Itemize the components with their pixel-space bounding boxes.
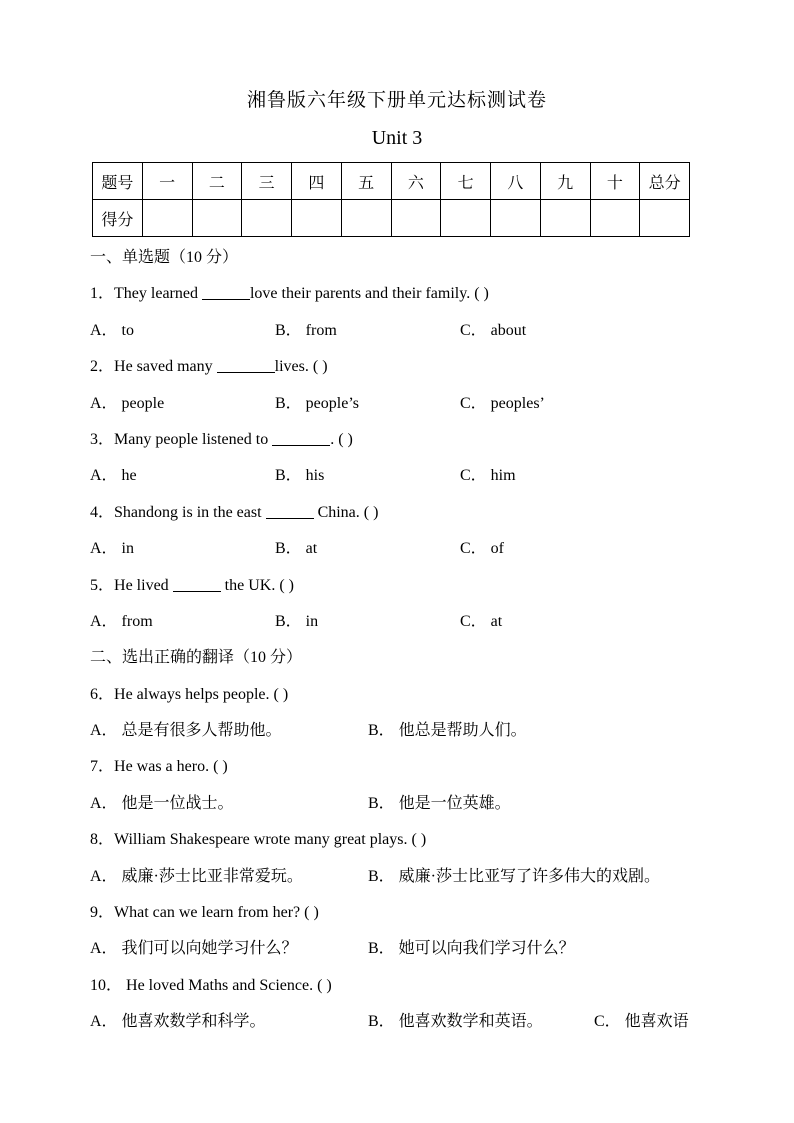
question-text: He was a hero. ( ) — [114, 758, 228, 776]
score-cell-4: 四 — [292, 163, 342, 200]
question-text: They learned — [114, 285, 202, 303]
options-10 — [90, 1004, 730, 1040]
question-number: 1． — [90, 285, 115, 303]
question-text: He saved many — [114, 358, 217, 376]
question-7 — [90, 749, 730, 785]
question-text: love their parents and their family. ( ) — [249, 285, 489, 303]
option-a: A． 他喜欢数学和科学。 — [90, 1013, 266, 1031]
option-c: C． of — [460, 540, 505, 558]
score-cell-10: 十 — [590, 163, 640, 200]
question-text: Shandong is in the east — [114, 503, 266, 521]
question-text: He loved Maths and Science. ( ) — [122, 976, 332, 994]
option-b: B． 他喜欢数学和英语。 — [368, 1013, 543, 1031]
option-c: C． him — [460, 467, 516, 485]
score-entry — [192, 200, 242, 237]
options-7 — [90, 786, 730, 822]
score-cell-5: 五 — [341, 163, 391, 200]
options-4 — [90, 531, 730, 567]
question-1 — [90, 276, 730, 312]
question-text: the UK. ( ) — [220, 576, 294, 594]
option-a: A． from — [90, 612, 153, 630]
page-title: 湘鲁版六年级下册单元达标测试卷 — [246, 90, 547, 111]
options-8 — [90, 859, 730, 895]
question-text: Many people listened to — [114, 430, 273, 448]
score-table — [92, 162, 690, 237]
question-6 — [90, 677, 730, 713]
option-b: B． 他总是帮助人们。 — [368, 722, 527, 740]
score-cell-9: 九 — [540, 163, 590, 200]
question-number: 4． — [90, 503, 115, 521]
answer-blank — [202, 283, 250, 300]
answer-blank — [272, 429, 330, 446]
question-number: 7． — [90, 758, 115, 776]
question-8 — [90, 822, 730, 858]
score-cell-7: 七 — [441, 163, 491, 200]
option-b: B． his — [275, 467, 325, 485]
options-6 — [90, 713, 730, 749]
option-c: C． 他喜欢语 — [594, 1013, 689, 1031]
question-4 — [90, 495, 730, 531]
score-table-header-row — [93, 163, 690, 200]
option-a: A． 总是有很多人帮助他。 — [90, 722, 282, 740]
options-1 — [90, 313, 730, 349]
question-number: 2． — [90, 358, 115, 376]
question-2 — [90, 349, 730, 385]
question-text: China. ( ) — [313, 503, 379, 521]
option-b: B． people’s — [275, 394, 359, 412]
option-a: A． to — [90, 321, 135, 339]
score-entry — [242, 200, 292, 237]
score-cell-3: 三 — [242, 163, 292, 200]
question-text: lives. ( ) — [274, 358, 328, 376]
options-5 — [90, 604, 730, 640]
option-a: A． he — [90, 467, 137, 485]
option-a: A． 他是一位战士。 — [90, 794, 234, 812]
option-a: A． 我们可以向她学习什么？ — [90, 940, 298, 958]
score-entry — [341, 200, 391, 237]
question-text: . ( ) — [330, 430, 353, 448]
score-cell-6: 六 — [391, 163, 441, 200]
question-number: 9． — [90, 904, 115, 922]
option-b: B． 威廉·莎士比亚写了许多伟大的戏剧。 — [368, 867, 661, 885]
unit-heading: Unit 3 — [371, 127, 423, 149]
section-heading: 一、单选题（10 分） — [90, 249, 239, 266]
option-c: C． peoples’ — [460, 394, 545, 412]
option-c: C． at — [460, 612, 503, 630]
options-2 — [90, 386, 730, 422]
score-entry — [292, 200, 342, 237]
score-entry — [441, 200, 491, 237]
question-3 — [90, 422, 730, 458]
score-cell-label: 题号 — [93, 163, 143, 200]
option-b: B． 他是一位英雄。 — [368, 794, 511, 812]
score-table-score-row — [93, 200, 690, 237]
options-3 — [90, 458, 730, 494]
option-a: A． people — [90, 394, 165, 412]
score-entry — [540, 200, 590, 237]
answer-blank — [266, 502, 314, 519]
question-text: He lived — [114, 576, 173, 594]
score-entry — [590, 200, 640, 237]
question-number: 8． — [90, 831, 115, 849]
score-cell-1: 一 — [142, 163, 192, 200]
question-number: 3． — [90, 430, 115, 448]
score-row-label: 得分 — [93, 200, 143, 237]
question-content — [90, 240, 730, 1041]
option-b: B． in — [275, 612, 319, 630]
answer-blank — [173, 575, 221, 592]
question-number: 6． — [90, 685, 115, 703]
question-text: He always helps people. ( ) — [114, 685, 289, 703]
option-b: B． at — [275, 540, 318, 558]
score-cell-2: 二 — [192, 163, 242, 200]
answer-blank — [217, 356, 275, 373]
score-entry — [142, 200, 192, 237]
question-9 — [90, 895, 730, 931]
option-b: B． from — [275, 321, 337, 339]
question-text: William Shakespeare wrote many great plays. ( ) — [114, 831, 427, 849]
options-9 — [90, 931, 730, 967]
score-entry — [491, 200, 541, 237]
option-a: A． in — [90, 540, 135, 558]
question-number: 10． — [90, 976, 123, 994]
question-text: What can we learn from her? ( ) — [114, 904, 319, 922]
score-entry — [640, 200, 690, 237]
question-10 — [90, 968, 730, 1004]
option-c: C． about — [460, 321, 527, 339]
score-cell-total: 总分 — [640, 163, 690, 200]
option-b: B． 她可以向我们学习什么？ — [368, 940, 575, 958]
section-heading: 二、选出正确的翻译（10 分） — [90, 649, 303, 667]
question-5 — [90, 568, 730, 604]
question-number: 5． — [90, 576, 115, 594]
option-a: A． 威廉·莎士比亚非常爱玩。 — [90, 867, 303, 885]
score-entry — [391, 200, 441, 237]
score-cell-8: 八 — [491, 163, 541, 200]
